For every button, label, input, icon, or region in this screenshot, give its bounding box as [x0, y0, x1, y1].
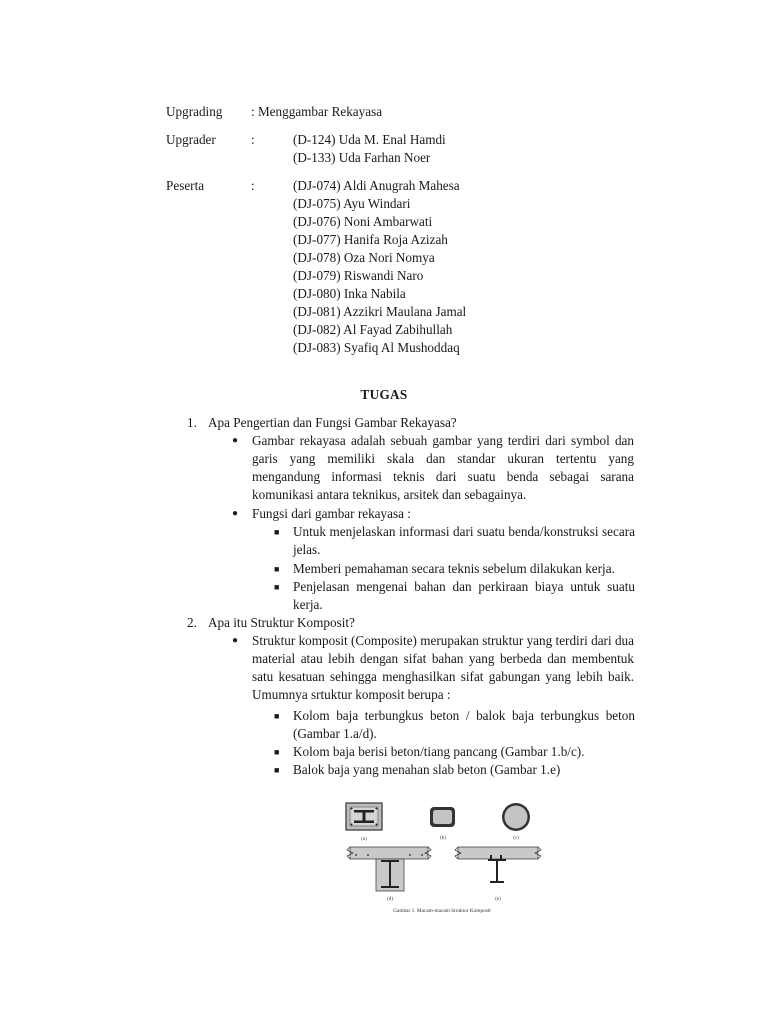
square-bullet-icon: ■	[274, 527, 280, 537]
peserta-name: (DJ-078) Oza Nori Nomya	[293, 250, 435, 265]
bullet-icon: ●	[232, 508, 239, 519]
peserta-name: (DJ-082) Al Fayad Zabihullah	[293, 322, 453, 337]
figure-d-encased-beam	[347, 847, 431, 891]
question-text: Apa Pengertian dan Fungsi Gambar Rekayasa?	[208, 415, 457, 430]
figure-caption: Gambar 1. Macam-macam Struktur Komposit	[393, 908, 491, 914]
peserta-name: (DJ-080) Inka Nabila	[293, 286, 406, 301]
answer-paragraph: Struktur komposit (Composite) merupakan struktur yang terdiri dari dua material atau lebih dengan sifat bahan yang berbeda dan membentuk satu kesatuan sehingga menghasilkan sifat gabungan yang lebih baik. Umumnya srtuktur komposit berupa :	[252, 633, 634, 703]
figure-label: (a)	[361, 837, 367, 842]
square-bullet-icon: ■	[274, 582, 280, 592]
sub-list-item: Kolom baja berisi beton/tiang pancang (Gambar 1.b/c).	[293, 744, 585, 759]
peserta-label: Peserta	[166, 178, 205, 193]
square-bullet-icon: ■	[274, 711, 280, 721]
figure-label: (d)	[387, 897, 393, 902]
question-number: 1.	[187, 415, 197, 430]
square-bullet-icon: ■	[274, 564, 280, 574]
peserta-colon: :	[251, 178, 255, 193]
peserta-name: (DJ-076) Noni Ambarwati	[293, 214, 433, 229]
answer-paragraph: Gambar rekayasa adalah sebuah gambar yang terdiri dari symbol dan garis yang memiliki skala dan standar ukuran tertentu yang mengandung informasi teknis dari suatu benda sebagai sarana komunikasi antara teknikus, arsitek dan sebagainya.	[252, 433, 634, 503]
figure-c-filled-pipe	[502, 803, 530, 831]
upgrader-name: (D-124) Uda M. Enal Hamdi	[293, 132, 446, 147]
peserta-name: (DJ-075) Ayu Windari	[293, 196, 411, 211]
figure-b-filled-tube	[430, 807, 455, 827]
square-bullet-icon: ■	[274, 747, 280, 757]
question-text: Apa itu Struktur Komposit?	[208, 615, 355, 630]
figure-e-beam-slab	[455, 847, 541, 883]
square-bullet-icon: ■	[274, 765, 280, 775]
figure-label: (e)	[495, 897, 501, 902]
upgrader-label: Upgrader	[166, 132, 216, 147]
bullet-icon: ●	[232, 635, 239, 646]
sub-list-item: Kolom baja terbungkus beton / balok baja terbungkus beton (Gambar 1.a/d).	[293, 708, 635, 741]
bullet-icon: ●	[232, 435, 239, 446]
question-number: 2.	[187, 615, 197, 630]
page-title: TUGAS	[360, 387, 408, 402]
peserta-name: (DJ-079) Riswandi Naro	[293, 268, 424, 283]
composite-structure-figure	[340, 799, 544, 919]
upgrader-colon: :	[251, 132, 255, 147]
upgrader-name: (D-133) Uda Farhan Noer	[293, 150, 431, 165]
upgrading-label: Upgrading	[166, 104, 223, 119]
figure-label: (b)	[440, 836, 446, 841]
figure-label: (c)	[513, 836, 519, 841]
sub-list-item: Untuk menjelaskan informasi dari suatu benda/konstruksi secara jelas.	[293, 524, 635, 557]
peserta-name: (DJ-081) Azzikri Maulana Jamal	[293, 304, 467, 319]
sub-list-item: Balok baja yang menahan slab beton (Gambar 1.e)	[293, 762, 561, 777]
peserta-name: (DJ-077) Hanifa Roja Azizah	[293, 232, 448, 247]
peserta-name: (DJ-083) Syafiq Al Mushoddaq	[293, 340, 460, 355]
answer-paragraph: Fungsi dari gambar rekayasa :	[252, 506, 411, 521]
sub-list-item: Memberi pemahaman secara teknis sebelum dilakukan kerja.	[293, 561, 615, 576]
upgrading-value: : Menggambar Rekayasa	[251, 104, 383, 119]
peserta-name: (DJ-074) Aldi Anugrah Mahesa	[293, 178, 460, 193]
figure-a-encased-column	[346, 803, 382, 830]
sub-list-item: Penjelasan mengenai bahan dan perkiraan biaya untuk suatu kerja.	[293, 579, 635, 612]
